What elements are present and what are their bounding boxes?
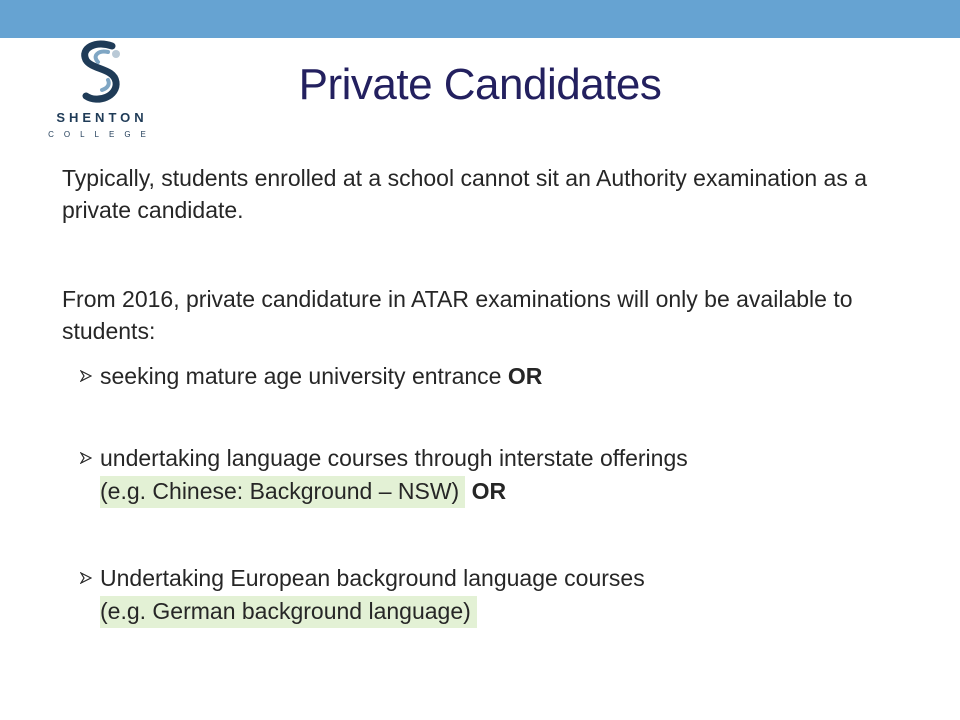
arrowhead-bullet-icon [80,452,92,464]
logo-subtitle: COLLEGE [48,130,156,139]
arrowhead-bullet-icon [80,572,92,584]
slide-title: Private Candidates [298,60,662,109]
intro-paragraph: Typically, students enrolled at a school cannot sit an Authority examination as a private candidate. [62,165,868,223]
bullet-connector: OR [507,363,543,389]
arrowhead-bullet-icon [80,370,92,382]
bullet-text: Undertaking European background language courses [100,565,645,591]
eligibility-paragraph: From 2016, private candidature in ATAR examinations will only be available to students: [62,286,853,344]
logo-wordmark: SHENTON [56,110,148,125]
bullet-text: seeking mature age university entrance [100,363,502,389]
bullet-connector: OR [471,478,507,504]
bullet-text: undertaking language courses through interstate offerings [100,445,688,471]
highlighted-example: (e.g. German background language) [100,596,477,628]
header-bar [0,0,960,38]
highlighted-example: (e.g. Chinese: Background – NSW) [100,476,465,508]
